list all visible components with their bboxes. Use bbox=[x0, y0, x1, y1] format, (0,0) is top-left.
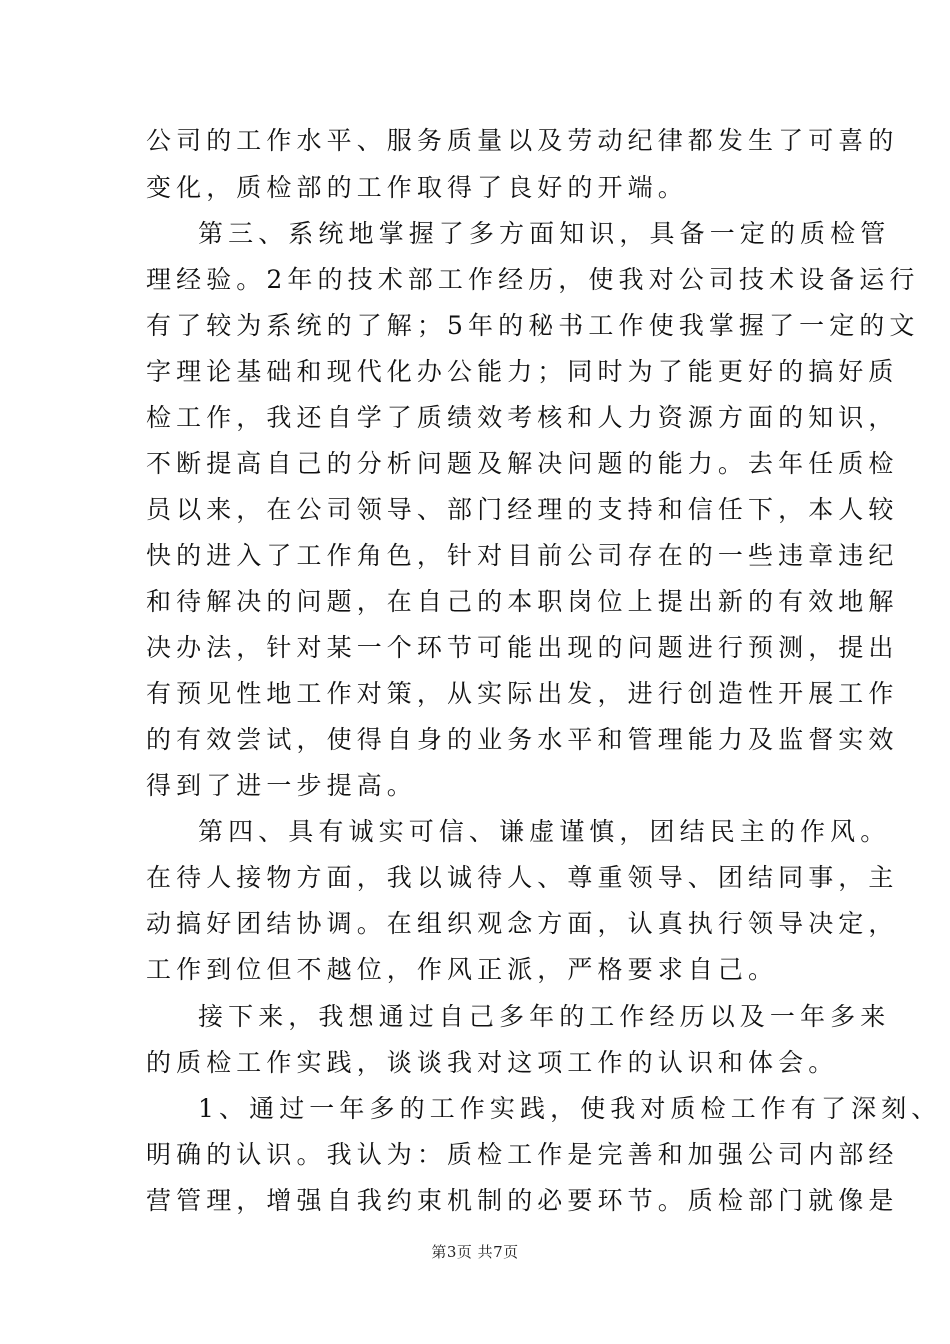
text-line-21: 的质检工作实践，谈谈我对这项工作的认识和体会。 bbox=[146, 1048, 839, 1077]
text-line-11: 和待解决的问题，在自己的本职岗位上提出新的有效地解 bbox=[146, 587, 899, 616]
text-line-18: 动搞好团结协调。在组织观念方面，认真执行领导决定， bbox=[146, 909, 899, 938]
text-line-10: 快的进入了工作角色，针对目前公司存在的一些违章违纪 bbox=[146, 541, 899, 570]
text-line-5: 有了较为系统的了解；5年的秘书工作使我掌握了一定的文 bbox=[146, 311, 920, 340]
text-line-20: 接下来，我想通过自己多年的工作经历以及一年多来 bbox=[198, 1002, 891, 1031]
text-line-6: 字理论基础和现代化办公能力；同时为了能更好的搞好质 bbox=[146, 357, 899, 386]
text-line-19: 工作到位但不越位，作风正派，严格要求自己。 bbox=[146, 955, 779, 984]
text-line-22: 1、通过一年多的工作实践，使我对质检工作有了深刻、 bbox=[198, 1094, 942, 1123]
text-line-1: 公司的工作水平、服务质量以及劳动纪律都发生了可喜的 bbox=[146, 126, 899, 155]
text-line-12: 决办法，针对某一个环节可能出现的问题进行预测，提出 bbox=[146, 633, 899, 662]
text-line-3: 第三、系统地掌握了多方面知识，具备一定的质检管 bbox=[198, 219, 891, 248]
text-line-16: 第四、具有诚实可信、谦虚谨慎，团结民主的作风。 bbox=[198, 817, 891, 846]
text-line-15: 得到了进一步提高。 bbox=[146, 771, 417, 800]
text-line-2: 变化，质检部的工作取得了良好的开端。 bbox=[146, 173, 688, 202]
text-line-9: 员以来，在公司领导、部门经理的支持和信任下，本人较 bbox=[146, 495, 899, 524]
text-line-24: 营管理，增强自我约束机制的必要环节。质检部门就像是 bbox=[146, 1186, 899, 1215]
text-line-8: 不断提高自己的分析问题及解决问题的能力。去年任质检 bbox=[146, 449, 899, 478]
text-line-14: 的有效尝试，使得自身的业务水平和管理能力及监督实效 bbox=[146, 725, 899, 754]
text-line-17: 在待人接物方面，我以诚待人、尊重领导、团结同事，主 bbox=[146, 863, 899, 892]
text-line-4: 理经验。2年的技术部工作经历，使我对公司技术设备运行 bbox=[146, 265, 920, 294]
text-line-13: 有预见性地工作对策，从实际出发，进行创造性开展工作 bbox=[146, 679, 899, 708]
text-line-7: 检工作，我还自学了质绩效考核和人力资源方面的知识， bbox=[146, 403, 899, 432]
page-number-footer: 第3页 共7页 bbox=[431, 1243, 519, 1261]
text-line-23: 明确的认识。我认为：质检工作是完善和加强公司内部经 bbox=[146, 1140, 899, 1169]
